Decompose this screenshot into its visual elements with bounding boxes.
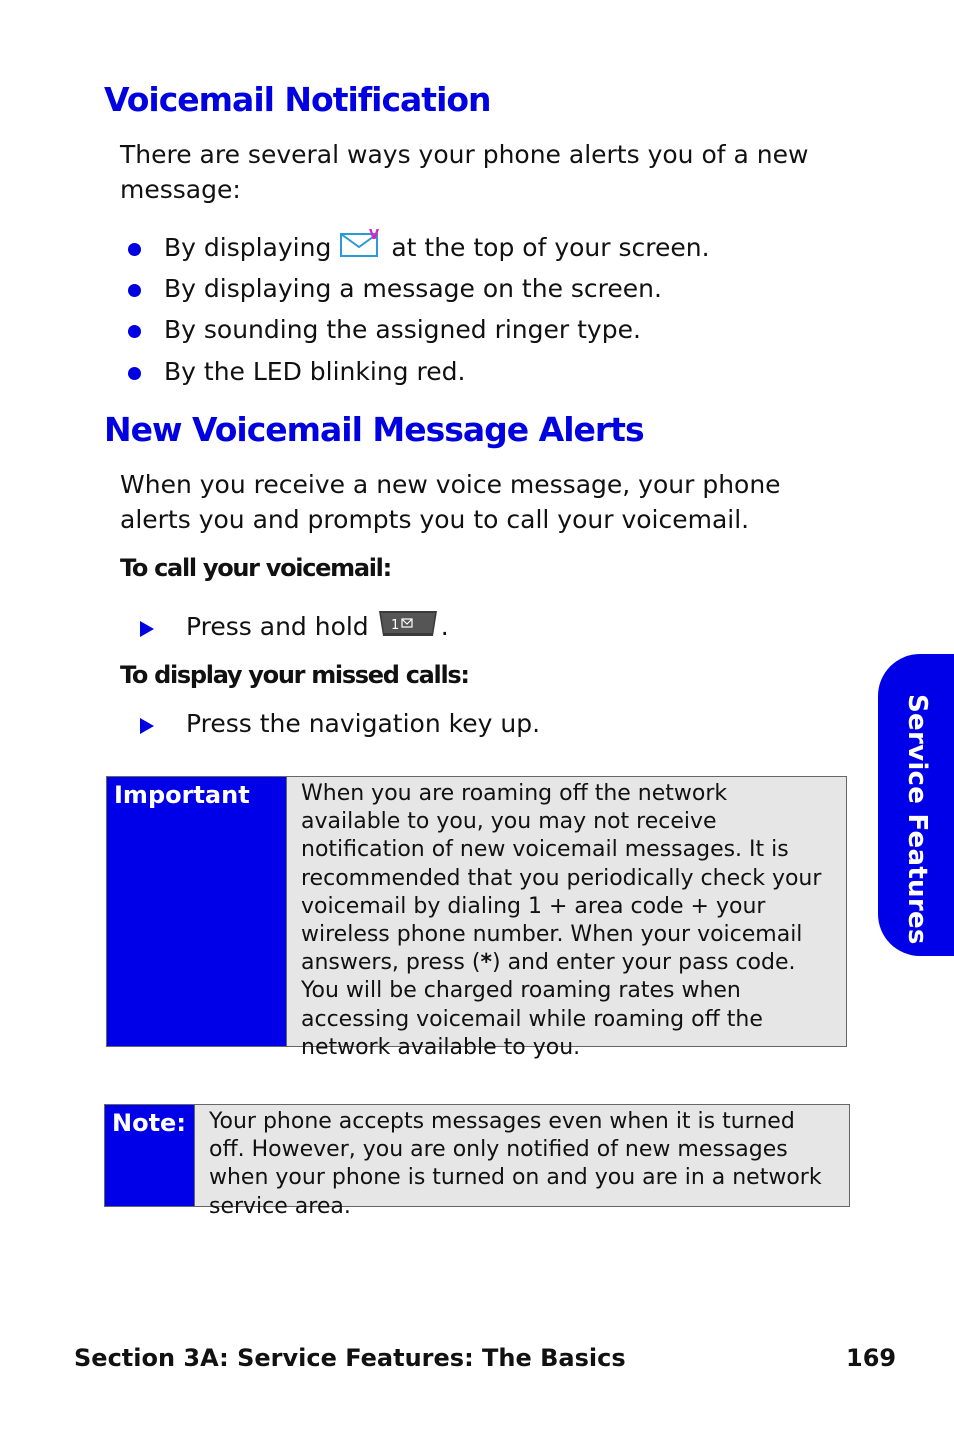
side-tab-service-features [878, 654, 954, 956]
step-text: Press and hold [186, 611, 369, 641]
subheading-missed-calls: To display your missed calls: [120, 661, 469, 689]
bullet-text: By displaying [164, 232, 332, 262]
bullet-text: By displaying a message on the screen. [164, 273, 662, 303]
arrow-bullet-icon [140, 718, 154, 734]
arrow-bullet-icon [140, 621, 154, 637]
bullet-text: at the top of your screen. [391, 232, 710, 262]
footer-section-title: Section 3A: Service Features: The Basics [74, 1344, 626, 1372]
intro-paragraph: There are several ways your phone alerts you of a new message: [120, 140, 809, 204]
note-text: Your phone accepts messages even when it is turned off. However, you are only notified of new messages when your phone is turned on and you are in a network service area. [195, 1105, 849, 1206]
bullet-icon [128, 367, 141, 380]
bullet-icon [128, 325, 141, 338]
list-item [128, 311, 641, 347]
note-callout [104, 1104, 850, 1219]
list-item [128, 353, 465, 389]
bullet-icon [128, 284, 141, 297]
step-text: . [440, 611, 449, 641]
subheading-call-voicemail: To call your voicemail: [120, 554, 391, 582]
svg-text:1: 1 [390, 618, 399, 633]
list-item [128, 270, 662, 306]
list-item [140, 705, 540, 741]
note-label: Note: [105, 1105, 195, 1206]
list-item [140, 608, 449, 644]
bullet-icon [128, 243, 141, 256]
section-heading-new-voicemail-alerts: New Voicemail Message Alerts [104, 410, 644, 449]
important-callout [106, 776, 847, 1060]
section-heading-voicemail-notification: Voicemail Notification [104, 80, 491, 119]
important-label: Important [107, 777, 287, 1046]
intro-paragraph: When you receive a new voice message, your phone alerts you and prompts you to call your voicemail. [120, 470, 781, 534]
star-key: * [480, 950, 492, 976]
important-text: When you are roaming off the network available to you, you may not receive notification of new voicemail messages. It is recommended that you periodically check your voicemail by dialing 1 + area code + your wireless phone number. When your voicemail answers, press (*) and enter your pass code. You will be charged roaming rates when accessing voicemail while roaming off the network available to you. [287, 777, 846, 1046]
side-tab-label: Service Features [902, 694, 932, 945]
voicemail-envelope-icon [339, 228, 383, 266]
page-number: 169 [846, 1344, 897, 1372]
bullet-text: By the LED blinking red. [164, 356, 466, 386]
list-item [128, 229, 710, 265]
voicemail-key-icon [377, 608, 439, 644]
bullet-text: By sounding the assigned ringer type. [164, 314, 641, 344]
step-text: Press the navigation key up. [186, 708, 541, 738]
svg-text:V: V [369, 228, 380, 243]
